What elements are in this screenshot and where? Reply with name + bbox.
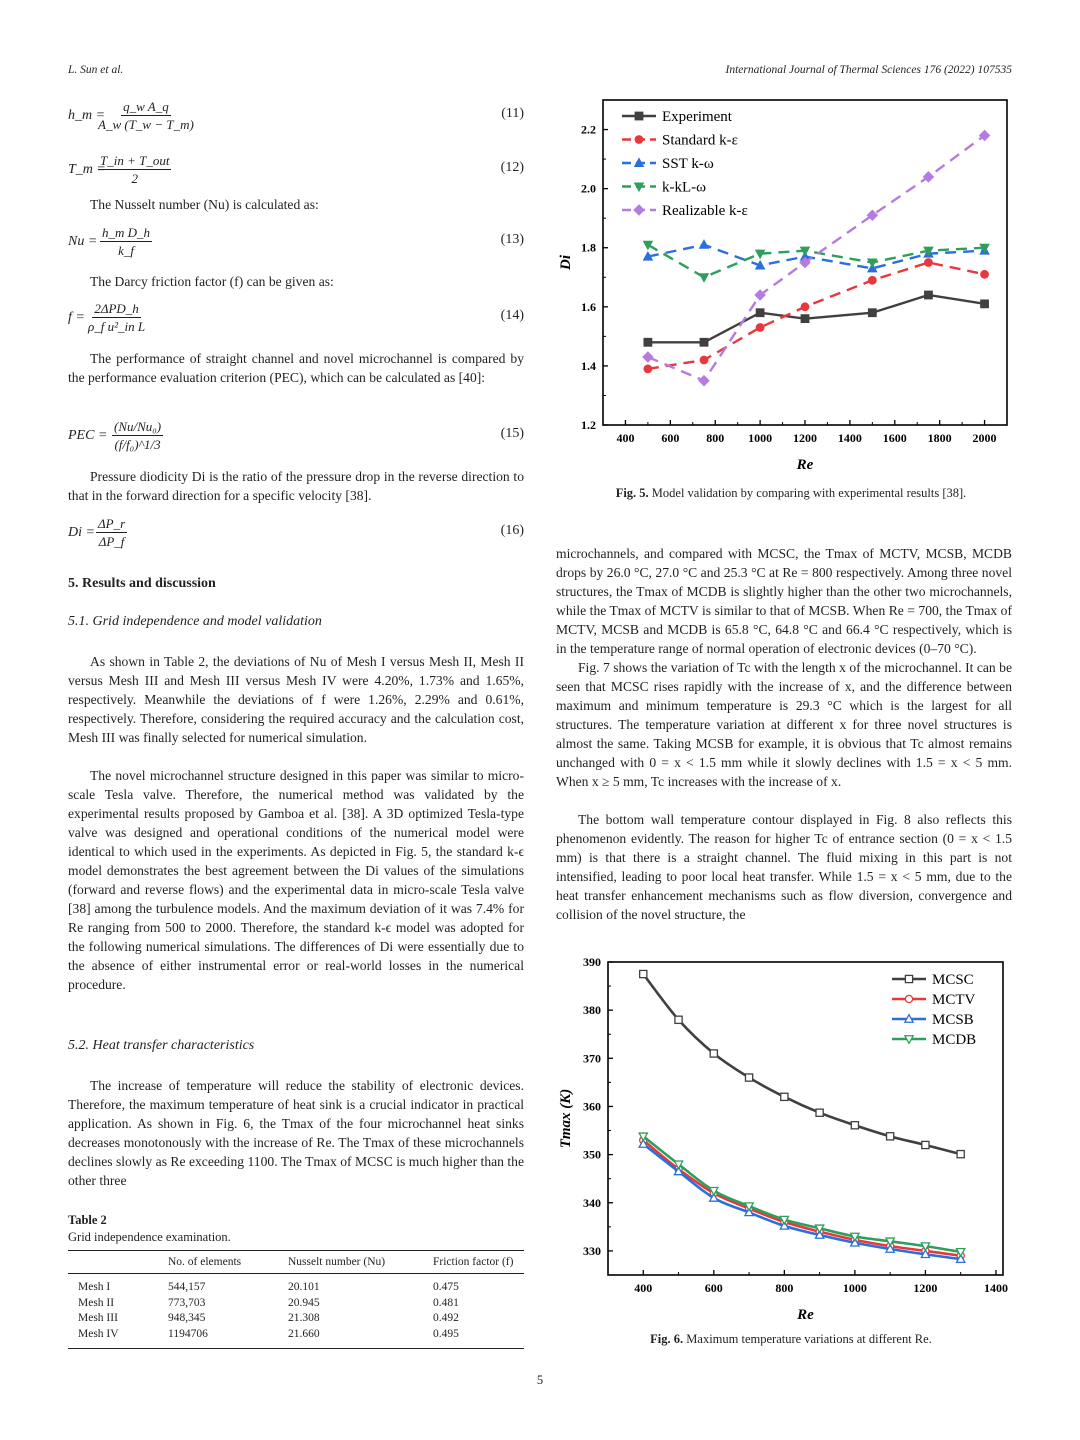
equation-numerator: T_in + T_out (100, 153, 170, 168)
y-tick-label: 340 (583, 1195, 601, 1210)
data-point-square-icon (801, 315, 809, 323)
x-tick-label: 600 (704, 1281, 723, 1295)
data-point-square-icon (922, 1141, 929, 1148)
chart-legend (892, 972, 976, 1048)
table-cell: 948,345 (168, 1312, 206, 1324)
paragraph-heat-transfer: The increase of temperature will reduce the stability of electronic devices. Therefore, the maximum temperature of heat sink is a crucial indicator in practical application. As shown in Fig. 6, the Tmax of the four microchannel heat sinks decreases monotonously with the increase of Re. The Tmax of these microchannels declines slowly as Re exceeding 1100. The Tmax of MCSC is much higher than the other three (68, 1078, 524, 1188)
equation-fraction (100, 224, 152, 259)
equation-fraction (88, 300, 145, 335)
table-cell: Mesh IV (68, 1327, 158, 1349)
table-title: Grid independence examination. (68, 1230, 231, 1244)
legend-entry-label: MCSC (932, 972, 974, 988)
x-tick-label: 400 (616, 431, 635, 445)
table-header-cell: No. of elements (158, 1251, 278, 1274)
series-experiment (644, 291, 989, 346)
equation-numerator: h_m D_h (102, 225, 151, 240)
y-axis-label: Tmax (K) (558, 1088, 574, 1149)
legend-entry-label: MCDB (932, 1032, 977, 1048)
page-number: 5 (536, 1373, 544, 1387)
table-cell: 773,703 (168, 1296, 206, 1309)
pec-intro-text (68, 349, 524, 387)
table-cell: 21.308 (288, 1312, 320, 1324)
table-row (68, 1296, 524, 1312)
data-point-circle-icon (635, 136, 643, 144)
y-tick-label: 1.8 (581, 240, 596, 255)
y-tick-label: 1.6 (581, 299, 596, 314)
equation-lhs: PEC = (68, 428, 108, 443)
data-point-square-icon (756, 309, 764, 317)
table-cell: 0.492 (433, 1312, 459, 1324)
table-header-cell (68, 1251, 158, 1274)
equation-fraction (98, 98, 194, 133)
data-point-circle-icon (924, 259, 932, 267)
equation-lhs: T_m = (68, 162, 106, 177)
legend-entry-label: Realizable k-ε (662, 203, 748, 219)
data-point-circle-icon (801, 303, 809, 311)
table-cell: 20.945 (288, 1296, 320, 1309)
equation-numerator: (Nu/Nu₀) (114, 419, 162, 434)
x-tick-label: 800 (775, 1281, 794, 1295)
grid-independence-table (68, 1250, 524, 1349)
series-mctv (640, 1137, 965, 1260)
table-cell: Mesh III (78, 1312, 118, 1324)
data-point-square-icon (700, 338, 708, 346)
table-row (68, 1327, 524, 1349)
legend-entry-label: MCTV (932, 992, 976, 1008)
y-tick-label: 1.2 (581, 418, 596, 432)
data-point-circle-icon (905, 995, 912, 1002)
equation-lhs: f = (68, 310, 85, 325)
equation-number: (11) (501, 106, 524, 121)
equation-16 (68, 515, 524, 555)
data-point-square-icon (887, 1133, 894, 1140)
equation-number: (15) (500, 426, 524, 441)
y-tick-label: 2.2 (581, 122, 596, 137)
x-tick-label: 1600 (882, 431, 907, 445)
y-tick-label: 350 (583, 1147, 601, 1162)
table-row (68, 1311, 524, 1327)
section-heading-5-2: 5.2. Heat transfer characteristics (68, 1038, 255, 1053)
legend-entry-label: Experiment (662, 109, 732, 125)
data-point-square-icon (868, 309, 876, 317)
table-cell: 544,157 (168, 1281, 206, 1293)
equation-denominator: ΔP_f (98, 534, 125, 549)
table-header-cell: Friction factor (f) (423, 1251, 524, 1274)
equation-denominator: (f/f₀)^1/3 (114, 437, 161, 452)
y-tick-label: 360 (583, 1099, 601, 1114)
fig6-tmax-chart (556, 950, 1026, 1330)
fig5-caption-label: Fig. 5. (615, 486, 649, 500)
legend-entry-label: MCSB (932, 1012, 974, 1028)
equation-15 (68, 418, 524, 458)
di-intro-text: Pressure diodicity Di is the ratio of the pressure drop in the reverse direction to that in the forward direction for a specific velocity [38]. (68, 469, 524, 503)
x-tick-label: 400 (634, 1281, 653, 1295)
table-cell: 1194706 (158, 1327, 278, 1349)
data-point-square-icon (644, 338, 652, 346)
equation-denominator: k_f (118, 243, 134, 258)
data-point-triangle-down-icon (699, 274, 708, 282)
data-point-circle-icon (868, 276, 876, 284)
fig6-caption-text: Maximum temperature variations at different Re. (686, 1332, 932, 1346)
fig6-caption (556, 1332, 1026, 1347)
y-tick-label: 370 (583, 1051, 601, 1066)
data-point-triangle-up-icon (699, 240, 708, 248)
fig5-di-chart (556, 92, 1026, 482)
y-tick-label: 1.4 (581, 358, 596, 373)
paragraph-fig7: Fig. 7 shows the variation of Tc with the length x of the microchannel. It can be seen that MCSC rises rapidly with the increase of x, and the difference between maximum and minimum temperature is 29.3 °C which is the largest for all structures. The temperature variation at different x for three novel structures is almost the same. Taking MCSB for example, it is obvious that Tc almost remains unchanged with 0 = x < 1.5 mm while it slowly declines with 1.5 = x < 5 mm. When x ≥ 5 mm, Tc increases with the increase of x. (556, 660, 1012, 789)
data-point-diamond-icon (699, 375, 709, 385)
data-point-square-icon (675, 1016, 682, 1023)
series-standard-k- (644, 259, 989, 373)
table-cell: 20.101 (288, 1281, 320, 1293)
x-tick-label: 1200 (913, 1281, 938, 1295)
data-point-square-icon (981, 300, 989, 308)
fig5-caption-text: Model validation by comparing with experimental results [38]. (651, 486, 967, 500)
equation-13 (68, 224, 524, 264)
equation-fraction (112, 418, 163, 453)
series-k-kl- (643, 241, 989, 282)
paragraph-tmax-comparison: microchannels, and compared with MCSC, the Tmax of MCTV, MCSB, MCDB drops by 26.0 °C, 27.0 °C and 25.3 °C at Re = 800 respectively. Among three novel structures, the Tmax of MCDB is slightly higher than the other two microchannels, while the Tmax of MCTV is similar to that of MCSB. When Re = 700, the Tmax of MCTV, MCSB and MCDB is 65.8 °C, 64.8 °C and 66.4 °C respectively, which is in the temperature range of normal operation of electronic devices (0–70 °C). (556, 546, 1012, 656)
legend-entry-label: k-kL-ω (662, 179, 707, 196)
table-cell: 21.660 (278, 1327, 423, 1349)
equation-fraction (96, 515, 127, 550)
running-header-authors: L. Sun et al. (68, 64, 124, 76)
data-point-circle-icon (981, 270, 989, 278)
y-tick-label: 330 (583, 1243, 601, 1258)
paragraph-model-validation: The novel microchannel structure designed in this paper was similar to micro-scale Tesla valve. Therefore, the numerical method was validated by the experimental results proposed by Gamboa et al. [38]. A 3D optimized Tesla-type valve was designed and operational conditions of the numerical model were identical to which used in the experiments. As depicted in Fig. 5, the standard k-ϵ model demonstrates the best agreement between the Di values of the simulations (forward and reverse flows) and the experimental data in micro-scale Tesla valve [38] among the turbulence models. And the maximum deviation of it was 7.4% for Re ranging from 500 to 2000. Therefore, the standard k-ϵ model was adopted for the following numerical simulations. The differences of Di were essentially due to the absence of either instrumental error or real-world losses in the numerical procedure. (68, 768, 524, 992)
data-point-square-icon (640, 970, 647, 977)
table-header-row (68, 1251, 524, 1274)
series-sst-k- (643, 240, 989, 272)
table-cell: 0.481 (433, 1296, 459, 1309)
x-tick-label: 600 (661, 431, 680, 445)
equation-denominator: A_w (T_w − T_m) (98, 117, 194, 132)
f-intro-text: The Darcy friction factor (f) can be given as: (90, 274, 334, 289)
table-row (68, 1274, 524, 1296)
data-point-diamond-icon (643, 352, 653, 362)
x-tick-label: 1200 (793, 431, 817, 445)
y-tick-label: 2.0 (581, 181, 596, 196)
legend-entry-label: Standard k-ε (662, 132, 738, 149)
equation-fraction (98, 152, 171, 187)
equation-lhs: Di = (68, 525, 95, 540)
x-tick-label: 800 (706, 431, 725, 445)
equation-lhs: Nu = (68, 234, 98, 249)
nu-intro-text: The Nusselt number (Nu) is calculated as: (90, 197, 319, 212)
x-tick-label: 1800 (927, 431, 952, 445)
data-point-square-icon (957, 1151, 964, 1158)
data-point-square-icon (851, 1122, 858, 1129)
equation-number: (12) (500, 160, 524, 175)
fig5-caption (556, 486, 1026, 501)
x-tick-label: 1400 (983, 1281, 1008, 1295)
data-point-circle-icon (756, 324, 764, 332)
data-point-circle-icon (644, 365, 652, 373)
section-heading-5-1: 5.1. Grid independence and model validation (68, 614, 322, 629)
table-label: Table 2 (68, 1213, 107, 1227)
paragraph-grid-independence: As shown in Table 2, the deviations of Nu of Mesh I versus Mesh II, Mesh II versus Mesh III and Mesh III versus Mesh IV were 4.20%, 1.73% and 1.65%, respectively. Meanwhile the deviations of f were 1.26%, 2.29% and 0.61%, respectively. Therefore, considering the required accuracy and the calculation cost, Mesh III was finally selected for numerical simulation. (68, 654, 524, 745)
equation-number: (14) (500, 308, 524, 323)
data-point-square-icon (745, 1074, 752, 1081)
table-cell: 0.495 (423, 1327, 524, 1349)
paragraph-fig8: The bottom wall temperature contour displayed in Fig. 8 also reflects this phenomenon evidently. The reason for higher Tc of entrance section (0 = x < 1.5 mm) is that there is a straight channel. The fluid mixing in this part is not intensified, leading to poor local heat transfer. While 1.5 = x < 5 mm, due to the heat transfer enhancement mechanisms such as flow diversion, convergence and collision of the novel structure, the (556, 812, 1012, 922)
running-header-journal: International Journal of Thermal Sciences 176 (2022) 107535 (725, 64, 1012, 76)
x-tick-label: 2000 (972, 431, 997, 445)
y-tick-label: 390 (583, 955, 601, 969)
table-header-cell: Nusselt number (Nu) (278, 1251, 423, 1274)
table-cell: Mesh I (78, 1281, 111, 1293)
data-point-diamond-icon (634, 205, 644, 215)
equation-denominator: 2 (131, 171, 138, 186)
data-point-square-icon (781, 1093, 788, 1100)
x-tick-label: 1000 (748, 431, 773, 445)
data-point-square-icon (905, 975, 912, 982)
fig6-caption-label: Fig. 6. (650, 1332, 684, 1346)
x-tick-label: 1400 (837, 431, 862, 445)
data-point-square-icon (816, 1109, 823, 1116)
equation-number: (13) (500, 232, 524, 247)
equation-lhs: h_m = (68, 108, 106, 123)
series-mcdb (639, 1133, 965, 1256)
data-point-square-icon (924, 291, 932, 299)
y-tick-label: 380 (583, 1003, 601, 1018)
x-axis-label: Re (796, 457, 814, 473)
equation-denominator: ρ_f u²_in L (88, 319, 146, 334)
equation-numerator: 2ΔPD_h (94, 301, 139, 316)
data-point-square-icon (635, 112, 643, 120)
x-tick-label: 1000 (842, 1281, 867, 1295)
table-cell: 0.475 (433, 1281, 459, 1293)
x-axis-label: Re (797, 1307, 814, 1323)
section-heading-5: 5. Results and discussion (68, 576, 216, 591)
equation-12 (68, 152, 524, 192)
chart-legend (622, 109, 748, 219)
data-point-square-icon (710, 1050, 717, 1057)
equation-14 (68, 300, 524, 340)
legend-entry-label: SST k-ω (662, 156, 714, 172)
equation-number: (16) (500, 523, 524, 538)
pec-intro-sentence: The performance of straight channel and novel microchannel is compared by the performance evaluation criterion (PEC), which can be calculated as [40]: (68, 351, 524, 385)
data-point-circle-icon (700, 356, 708, 364)
equation-numerator: q_w A_q (123, 99, 169, 114)
equation-numerator: ΔP_r (98, 516, 126, 531)
table-cell: Mesh II (78, 1296, 115, 1309)
y-axis-label: Di (558, 255, 574, 270)
equation-11 (68, 98, 524, 138)
